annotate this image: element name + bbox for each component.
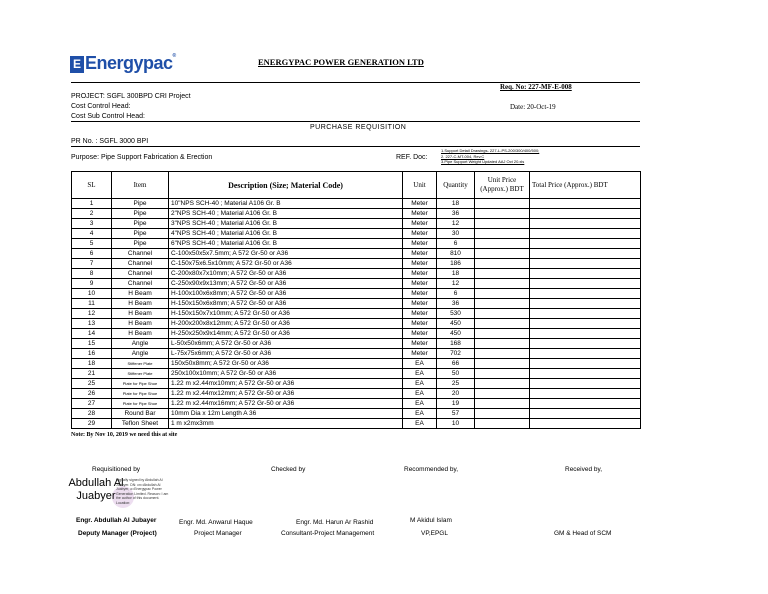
- table-row: [72, 299, 641, 309]
- header-rule-2: [71, 121, 640, 122]
- cell-quantity: 18: [437, 269, 475, 279]
- signer-4-name: M Akidul Islam: [410, 517, 452, 524]
- table-row: [72, 199, 641, 209]
- cell-unit-price: [475, 199, 530, 209]
- signer-2-name: Engr. Md. Anwarul Haque: [179, 519, 253, 526]
- cell-description: 3"NPS SCH-40 ; Material A106 Gr. B: [169, 219, 403, 229]
- cell-sl: 10: [72, 289, 112, 299]
- col-description: Description (Size; Material Code): [169, 172, 403, 199]
- cell-unit-price: [475, 349, 530, 359]
- cell-item: H Beam: [112, 319, 169, 329]
- cell-item: Plate for Pipe Shoe: [112, 389, 169, 399]
- cell-unit: EA: [403, 399, 437, 409]
- table-row: [72, 409, 641, 419]
- cell-total-price: [530, 409, 641, 419]
- cell-unit: Meter: [403, 239, 437, 249]
- cell-unit-price: [475, 409, 530, 419]
- table-row: [72, 349, 641, 359]
- cell-total-price: [530, 249, 641, 259]
- cell-item: H Beam: [112, 309, 169, 319]
- cell-item: H Beam: [112, 289, 169, 299]
- cell-item: Stiffener Plate: [112, 359, 169, 369]
- col-total-price: Total Price (Approx.) BDT: [530, 172, 641, 199]
- cell-sl: 14: [72, 329, 112, 339]
- table-row: [72, 279, 641, 289]
- cell-item: Channel: [112, 269, 169, 279]
- cell-description: C-150x75x6.5x10mm; A 572 Gr-50 or A36: [169, 259, 403, 269]
- cell-sl: 11: [72, 299, 112, 309]
- cell-total-price: [530, 269, 641, 279]
- cell-sl: 9: [72, 279, 112, 289]
- digital-signature-note: Digitally signed by Abdullah Al Juabyer. DN: cn=Abdullah Al Juabyer, o=Energypac Power Generation Limited. Reason: I am the author of this document. Location:: [116, 478, 169, 505]
- cell-sl: 5: [72, 239, 112, 249]
- cell-unit-price: [475, 219, 530, 229]
- cell-quantity: 66: [437, 359, 475, 369]
- cell-unit: Meter: [403, 299, 437, 309]
- table-row: [72, 259, 641, 269]
- signer-1-name: Engr. Abdullah Al Jubayer: [76, 517, 157, 524]
- cell-total-price: [530, 309, 641, 319]
- cell-item: Pipe: [112, 229, 169, 239]
- cell-sl: 21: [72, 369, 112, 379]
- cell-sl: 13: [72, 319, 112, 329]
- cell-unit-price: [475, 389, 530, 399]
- table-row: [72, 269, 641, 279]
- cell-quantity: 18: [437, 199, 475, 209]
- cell-unit: Meter: [403, 199, 437, 209]
- cell-description: C-250x90x9x13mm; A 572 Gr-50 or A36: [169, 279, 403, 289]
- cell-unit: Meter: [403, 259, 437, 269]
- cell-unit: EA: [403, 369, 437, 379]
- cell-total-price: [530, 339, 641, 349]
- ref-doc-1: 1.Support Detail Drawings- 227-L-PS-200/300/400/500;: [441, 148, 540, 153]
- cell-quantity: 6: [437, 239, 475, 249]
- cell-total-price: [530, 289, 641, 299]
- signer-4-title: VP,EPGL: [421, 530, 448, 537]
- cell-sl: 6: [72, 249, 112, 259]
- table-row: [72, 289, 641, 299]
- cell-quantity: 57: [437, 409, 475, 419]
- cell-quantity: 450: [437, 329, 475, 339]
- table-row: [72, 339, 641, 349]
- cell-description: L-50x50x6mm; A 572 Gr-50 or A36: [169, 339, 403, 349]
- cell-item: Angle: [112, 339, 169, 349]
- requisitioned-by-label: Requisitioned by: [92, 466, 141, 473]
- cell-unit-price: [475, 269, 530, 279]
- cell-sl: 12: [72, 309, 112, 319]
- cell-unit: Meter: [403, 289, 437, 299]
- cell-description: 1.22 m x2.44mx16mm; A 572 Gr-50 or A36: [169, 399, 403, 409]
- table-row: [72, 249, 641, 259]
- table-row: [72, 229, 641, 239]
- req-no: Req. No: 227-MF-E-008: [500, 83, 572, 91]
- digital-signature-name: Abdullah Al Juabyer: [68, 477, 124, 502]
- cell-total-price: [530, 209, 641, 219]
- cell-sl: 26: [72, 389, 112, 399]
- cell-quantity: 30: [437, 229, 475, 239]
- cell-sl: 15: [72, 339, 112, 349]
- cell-sl: 18: [72, 359, 112, 369]
- cell-quantity: 10: [437, 419, 475, 429]
- cell-item: H Beam: [112, 299, 169, 309]
- col-unit-price: Unit Price (Approx.) BDT: [475, 172, 530, 199]
- cell-unit: Meter: [403, 219, 437, 229]
- cell-unit-price: [475, 249, 530, 259]
- cell-unit: Meter: [403, 309, 437, 319]
- cell-unit: EA: [403, 359, 437, 369]
- cell-total-price: [530, 279, 641, 289]
- signer-3-title: Consultant-Project Management: [281, 530, 375, 537]
- table-row: [72, 419, 641, 429]
- cell-total-price: [530, 299, 641, 309]
- cell-item: Pipe: [112, 199, 169, 209]
- cell-quantity: 36: [437, 209, 475, 219]
- cell-item: Plate for Pipe Shoe: [112, 379, 169, 389]
- cell-unit: Meter: [403, 249, 437, 259]
- cell-unit: EA: [403, 379, 437, 389]
- cell-item: Channel: [112, 249, 169, 259]
- cost-control-head: Cost Control Head:: [71, 103, 131, 110]
- cell-description: H-150x150x7x10mm; A 572 Gr-50 or A36: [169, 309, 403, 319]
- cell-item: Angle: [112, 349, 169, 359]
- cell-total-price: [530, 319, 641, 329]
- cell-description: 1 m x2mx3mm: [169, 419, 403, 429]
- cell-description: 1.22 m x2.44mx12mm; A 572 Gr-50 or A36: [169, 389, 403, 399]
- cell-total-price: [530, 219, 641, 229]
- col-quantity: Quantity: [437, 172, 475, 199]
- cell-quantity: 186: [437, 259, 475, 269]
- cell-unit: Meter: [403, 349, 437, 359]
- cell-unit: Meter: [403, 329, 437, 339]
- pr-rule: [71, 146, 640, 147]
- cost-sub-control-head: Cost Sub Control Head:: [71, 113, 145, 120]
- cell-description: 6"NPS SCH-40 ; Material A106 Gr. B: [169, 239, 403, 249]
- date-label: Date: 20-Oct-19: [510, 103, 556, 111]
- cell-sl: 29: [72, 419, 112, 429]
- table-row: [72, 239, 641, 249]
- cell-unit: Meter: [403, 279, 437, 289]
- cell-quantity: 168: [437, 339, 475, 349]
- ref-doc-2: 2. 227-C-MT-004, Rev.C: [441, 153, 485, 159]
- cell-description: 10"NPS SCH-40 ; Material A106 Gr. B: [169, 199, 403, 209]
- cell-unit-price: [475, 289, 530, 299]
- cell-total-price: [530, 329, 641, 339]
- cell-unit-price: [475, 299, 530, 309]
- table-row: [72, 219, 641, 229]
- cell-description: L-75x75x6mm; A 572 Gr-50 or A36: [169, 349, 403, 359]
- cell-quantity: 12: [437, 279, 475, 289]
- cell-item: Stiffener Plate: [112, 369, 169, 379]
- signer-5-title: GM & Head of SCM: [554, 530, 612, 537]
- cell-sl: 7: [72, 259, 112, 269]
- cell-unit-price: [475, 329, 530, 339]
- cell-total-price: [530, 389, 641, 399]
- cell-sl: 28: [72, 409, 112, 419]
- cell-unit-price: [475, 399, 530, 409]
- signer-3-name: Engr. Md. Harun Ar Rashid: [296, 519, 374, 526]
- pr-no: PR No. : SGFL 3000 BPI: [71, 138, 149, 145]
- cell-quantity: 530: [437, 309, 475, 319]
- cell-quantity: 25: [437, 379, 475, 389]
- table-header-row: [72, 172, 641, 199]
- cell-unit: Meter: [403, 229, 437, 239]
- table-row: [72, 319, 641, 329]
- cell-sl: 8: [72, 269, 112, 279]
- cell-item: Pipe: [112, 209, 169, 219]
- cell-total-price: [530, 259, 641, 269]
- table-row: [72, 309, 641, 319]
- checked-by-label: Checked by: [271, 466, 306, 473]
- cell-total-price: [530, 419, 641, 429]
- ref-doc-3: 3.Pipe Support Weight Updated AAJ Oct 20.xls: [441, 159, 525, 164]
- note: Note: By Nov 10, 2019 we need this at site: [71, 432, 178, 438]
- cell-sl: 27: [72, 399, 112, 409]
- cell-description: 10mm Dia x 12m Length A 36: [169, 409, 403, 419]
- cell-description: C-200x80x7x10mm; A 572 Gr-50 or A36: [169, 269, 403, 279]
- cell-item: Pipe: [112, 239, 169, 249]
- cell-total-price: [530, 229, 641, 239]
- table-row: [72, 209, 641, 219]
- cell-description: 4"NPS SCH-40 ; Material A106 Gr. B: [169, 229, 403, 239]
- cell-total-price: [530, 399, 641, 409]
- cell-description: 1.22 m x2.44mx10mm; A 572 Gr-50 or A36: [169, 379, 403, 389]
- cell-quantity: 50: [437, 369, 475, 379]
- cell-unit-price: [475, 229, 530, 239]
- cell-unit: Meter: [403, 209, 437, 219]
- cell-sl: 4: [72, 229, 112, 239]
- col-sl: SL: [72, 172, 112, 199]
- col-item: Item: [112, 172, 169, 199]
- cell-unit-price: [475, 369, 530, 379]
- cell-unit-price: [475, 359, 530, 369]
- cell-total-price: [530, 379, 641, 389]
- cell-unit: EA: [403, 419, 437, 429]
- cell-sl: 1: [72, 199, 112, 209]
- cell-unit: Meter: [403, 319, 437, 329]
- table-row: [72, 389, 641, 399]
- cell-unit-price: [475, 319, 530, 329]
- cell-unit-price: [475, 339, 530, 349]
- purpose: Purpose: Pipe Support Fabrication & Erection: [71, 154, 213, 161]
- cell-quantity: 6: [437, 289, 475, 299]
- cell-description: H-200x200x8x12mm; A 572 Gr-50 or A36: [169, 319, 403, 329]
- cell-item: H Beam: [112, 329, 169, 339]
- ref-doc-label: REF. Doc:: [396, 154, 428, 161]
- cell-description: H-100x100x6x8mm; A 572 Gr-50 or A36: [169, 289, 403, 299]
- requisition-table: [71, 171, 641, 429]
- header-rule: [71, 82, 640, 83]
- recommended-by-label: Recommended by,: [404, 466, 459, 473]
- table-row: [72, 399, 641, 409]
- page-title: PURCHASE REQUISITION: [310, 124, 407, 131]
- cell-sl: 25: [72, 379, 112, 389]
- cell-quantity: 810: [437, 249, 475, 259]
- table-row: [72, 369, 641, 379]
- cell-quantity: 19: [437, 399, 475, 409]
- received-by-label: Received by,: [565, 466, 603, 473]
- cell-sl: 2: [72, 209, 112, 219]
- cell-unit: Meter: [403, 339, 437, 349]
- cell-total-price: [530, 239, 641, 249]
- table-row: [72, 359, 641, 369]
- col-unit: Unit: [403, 172, 437, 199]
- cell-unit: Meter: [403, 269, 437, 279]
- cell-item: Round Bar: [112, 409, 169, 419]
- cell-unit-price: [475, 419, 530, 429]
- cell-quantity: 36: [437, 299, 475, 309]
- cell-total-price: [530, 369, 641, 379]
- cell-description: H-250x250x9x14mm; A 572 Gr-50 or A36: [169, 329, 403, 339]
- logo-mark-icon: E: [70, 56, 84, 73]
- cell-unit-price: [475, 309, 530, 319]
- company-logo: Energypac®: [85, 53, 176, 73]
- signer-1-title: Deputy Manager (Project): [78, 530, 157, 537]
- cell-item: Teflon Sheet: [112, 419, 169, 429]
- cell-unit-price: [475, 239, 530, 249]
- cell-quantity: 702: [437, 349, 475, 359]
- cell-quantity: 20: [437, 389, 475, 399]
- cell-unit-price: [475, 259, 530, 269]
- cell-item: Pipe: [112, 219, 169, 229]
- cell-unit-price: [475, 379, 530, 389]
- cell-quantity: 12: [437, 219, 475, 229]
- cell-sl: 3: [72, 219, 112, 229]
- signer-2-title: Project Manager: [194, 530, 242, 537]
- cell-unit: EA: [403, 389, 437, 399]
- cell-item: Plate for Pipe Shoe: [112, 399, 169, 409]
- cell-quantity: 450: [437, 319, 475, 329]
- cell-total-price: [530, 349, 641, 359]
- table-row: [72, 329, 641, 339]
- cell-total-price: [530, 359, 641, 369]
- cell-description: 150x50x8mm; A 572 Gr-50 or A36: [169, 359, 403, 369]
- cell-description: 250x100x10mm; A 572 Gr-50 or A36: [169, 369, 403, 379]
- cell-description: C-100x50x5x7.5mm; A 572 Gr-50 or A36: [169, 249, 403, 259]
- table-row: [72, 379, 641, 389]
- cell-description: 2"NPS SCH-40 ; Material A106 Gr. B: [169, 209, 403, 219]
- cell-item: Channel: [112, 279, 169, 289]
- company-name: ENERGYPAC POWER GENERATION LTD: [258, 57, 424, 67]
- cell-description: H-150x150x6x8mm; A 572 Gr-50 or A36: [169, 299, 403, 309]
- ref-doc-list: [441, 148, 539, 165]
- cell-unit-price: [475, 279, 530, 289]
- cell-item: Channel: [112, 259, 169, 269]
- cell-unit: EA: [403, 409, 437, 419]
- cell-sl: 16: [72, 349, 112, 359]
- cell-total-price: [530, 199, 641, 209]
- project-label: PROJECT: SGFL 300BPD CRI Project: [71, 93, 191, 100]
- cell-unit-price: [475, 209, 530, 219]
